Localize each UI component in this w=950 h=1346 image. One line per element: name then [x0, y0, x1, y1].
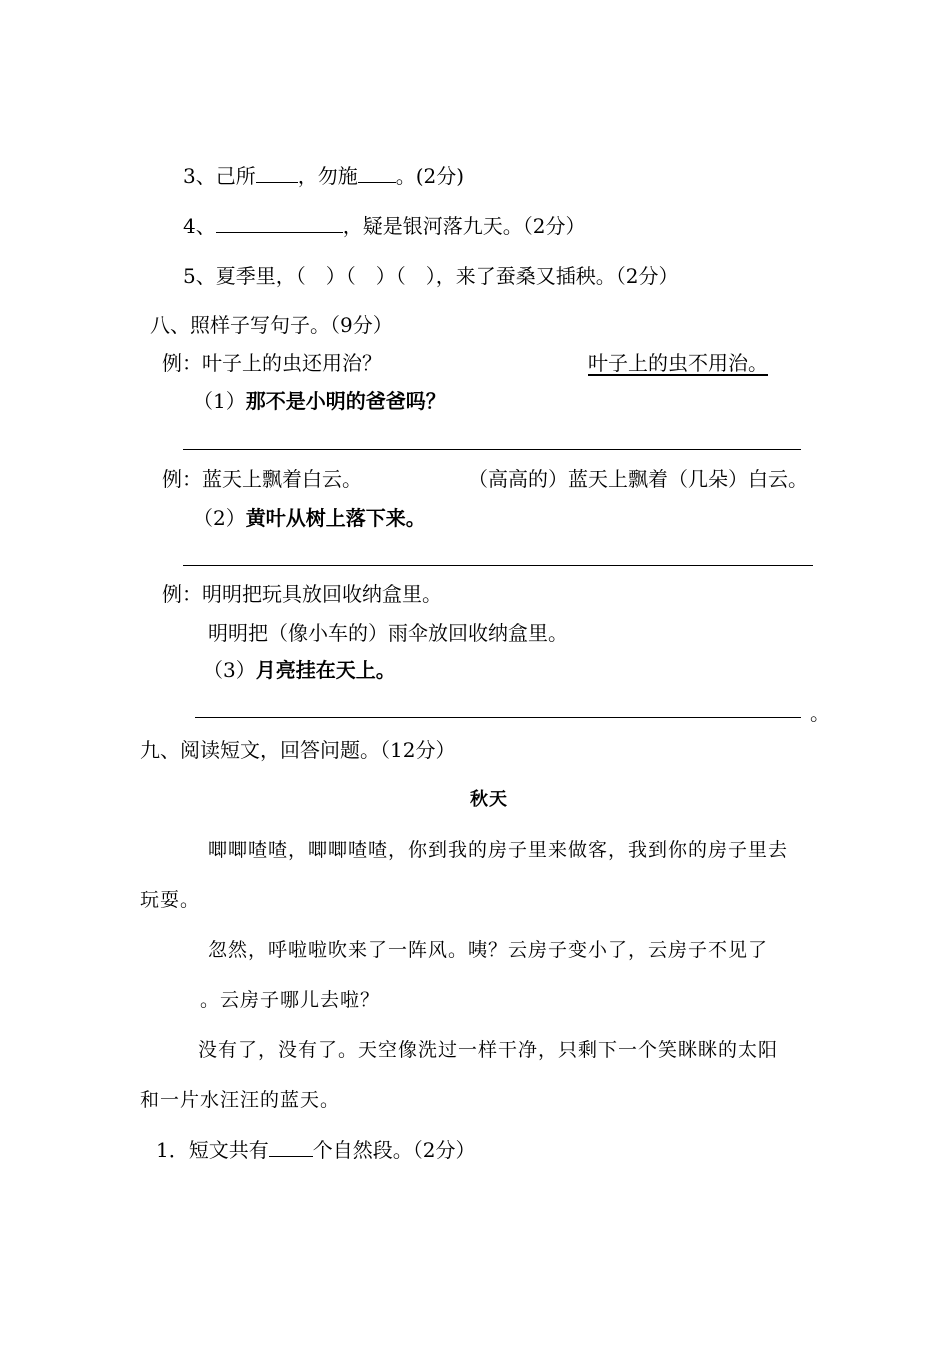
question-3-text-c: 。(2分): [395, 164, 465, 188]
question-4: [183, 213, 585, 239]
rewrite-question-2-text: 黄叶从树上落下来。: [245, 506, 426, 530]
example-2-label: 例：蓝天上飘着白云。: [162, 467, 362, 491]
question-3: [183, 163, 464, 189]
question-5-text: 5、夏季里，（ ）（ ）（ ），来了蚕桑又插秧。（2分）: [183, 264, 679, 288]
passage-paragraph-2-line-2: 。云房子哪儿去啦？: [200, 989, 381, 1011]
passage-paragraph-2-line-1: 忽然，呼啦啦吹来了一阵风。咦？云房子变小了，云房子不见了: [208, 939, 769, 961]
example-1-answer: 叶子上的虫不用治。: [588, 351, 768, 375]
passage-title: 秋天: [470, 789, 508, 810]
passage-paragraph-1-line-1: 唧唧喳喳，唧唧喳喳，你到我的房子里来做客，我到你的房子里去: [208, 839, 789, 861]
rewrite-question-1-number: （1）: [193, 389, 246, 413]
passage-paragraph-1-line-2: 玩耍。: [140, 889, 201, 911]
example-3-answer: 明明把（像小车的）雨伞放回收纳盒里。: [208, 621, 568, 645]
question-3-text-a: 己所: [215, 164, 256, 188]
answer-line-1[interactable]: [183, 449, 801, 450]
passage-paragraph-3-line-2: 和一片水汪汪的蓝天。: [140, 1089, 341, 1111]
section-9-heading: 九、阅读短文，回答问题。（12分）: [140, 738, 456, 762]
question-3-text-b: ，勿施: [297, 164, 358, 188]
question-4-text: ，疑是银河落九天。（2分）: [342, 214, 586, 238]
reading-question-1-text-b: 个自然段。（2分）: [312, 1138, 476, 1162]
answer-blank[interactable]: [256, 164, 298, 183]
rewrite-question-3-text: 月亮挂在天上。: [255, 658, 396, 682]
answer-blank[interactable]: [269, 1138, 313, 1157]
reading-question-1-text-a: 短文共有: [188, 1138, 269, 1162]
rewrite-question-1-text: 那不是小明的爸爸吗？: [245, 389, 446, 413]
example-1-label: 例：叶子上的虫还用治？: [162, 351, 382, 375]
rewrite-question-1: [193, 388, 446, 414]
example-3-label: 例：明明把玩具放回收纳盒里。: [162, 582, 442, 606]
answer-line-3[interactable]: [195, 717, 801, 718]
answer-line-3-end-mark: 。: [810, 701, 830, 725]
rewrite-question-3: [203, 657, 396, 683]
question-4-number: 4、: [183, 214, 216, 238]
reading-question-1: [156, 1137, 475, 1163]
answer-blank[interactable]: [358, 164, 396, 183]
question-5: [183, 263, 678, 289]
rewrite-question-2: [193, 505, 426, 531]
answer-line-2[interactable]: [183, 565, 813, 566]
rewrite-question-2-number: （2）: [193, 506, 246, 530]
passage-paragraph-3-line-1: 没有了，没有了。天空像洗过一样干净，只剩下一个笑眯眯的太阳: [198, 1039, 779, 1061]
example-2-answer: （高高的）蓝天上飘着（几朵）白云。: [468, 467, 808, 491]
question-3-number: 3、: [183, 164, 216, 188]
section-8-heading: 八、照样子写句子。（9分）: [150, 313, 393, 337]
reading-question-1-number: 1．: [156, 1138, 189, 1162]
rewrite-question-3-number: （3）: [203, 658, 256, 682]
answer-blank[interactable]: [216, 214, 343, 233]
